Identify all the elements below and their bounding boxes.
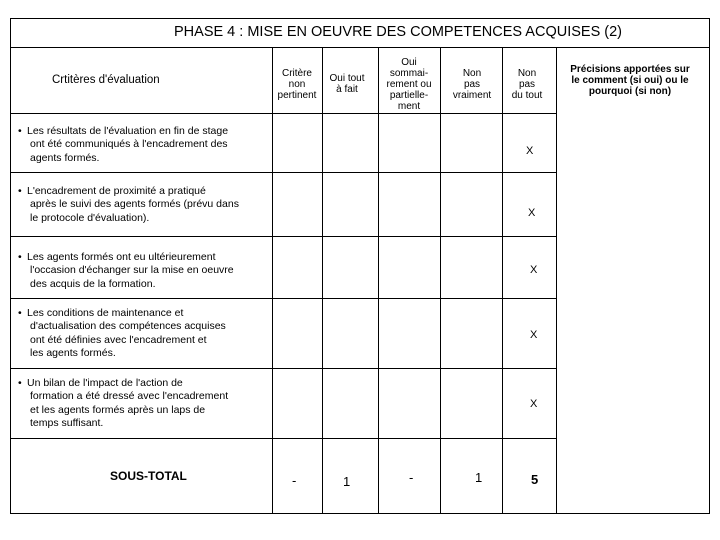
bullet-icon: • [18, 125, 22, 137]
column-divider [272, 47, 273, 513]
bullet-icon: • [18, 307, 22, 319]
row-divider [10, 298, 556, 299]
bullet-icon: • [18, 377, 22, 389]
column-divider [440, 47, 441, 513]
subtotal-non-pas-vraiment: 1 [475, 470, 483, 485]
subtotal-label: SOUS-TOTAL [110, 469, 187, 483]
row-divider [10, 368, 556, 369]
page-title: PHASE 4 : MISE EN OEUVRE DES COMPETENCES ACQUISES (2) [174, 24, 622, 40]
criteria-text: Un bilan de l'impact de l'action de formation a été dressé avec l'encadrement et les agents formés après un laps de temps suffisant. [27, 377, 229, 430]
criteria-text: Les conditions de maintenance et d'actualisation des compétences acquises ont été définies avec l'encadrement et les agents formés. [27, 307, 226, 360]
row-divider [10, 236, 556, 237]
header-non-pas-vraiment: Non pas vraiment [452, 68, 492, 101]
column-divider [502, 47, 503, 513]
bullet-icon: • [18, 185, 22, 197]
column-divider [378, 47, 379, 513]
criteria-text: Les agents formés ont eu ultérieurement l'occasion d'échanger sur la mise en oeuvre des acquis de la formation. [27, 251, 234, 290]
row-divider [10, 113, 556, 114]
subtotal-non-pas-du-tout: 5 [531, 472, 539, 487]
row-2-mark: X [528, 207, 536, 219]
row-3-mark: X [530, 264, 538, 276]
criteria-text: Les résultats de l'évaluation en fin de stage ont été communiqués à l'encadrement des agents formés. [27, 125, 229, 164]
subtotal-oui-sommairement: - [409, 470, 414, 485]
row-divider [10, 172, 556, 173]
criteria-row-1 [18, 125, 250, 165]
header-non-pas-du-tout: Non pas du tout [511, 68, 543, 101]
criteria-row-5 [18, 377, 250, 431]
criteria-row-2 [18, 185, 250, 225]
column-divider [322, 47, 323, 513]
criteria-text: L'encadrement de proximité a pratiqué après le suivi des agents formés (prévu dans le protocole d'évaluation). [27, 185, 239, 224]
row-4-mark: X [530, 329, 538, 341]
title-divider [10, 47, 710, 48]
subtotal-oui-tout: 1 [343, 474, 351, 489]
header-precisions: Précisions apportées sur le comment (si oui) ou le pourquoi (si non) [570, 64, 690, 97]
header-oui-tout: Oui tout à fait [329, 73, 365, 95]
header-non-pertinent: Critère non pertinent [277, 68, 317, 101]
subtotal-non-pertinent: - [292, 473, 297, 488]
header-oui-sommairement: Oui sommai- rement ou partielle- ment [386, 57, 432, 112]
criteria-row-3 [18, 251, 250, 291]
column-divider [556, 47, 557, 513]
criteria-row-4 [18, 307, 250, 361]
bullet-icon: • [18, 251, 22, 263]
row-divider [10, 438, 556, 439]
header-criteria: Crtitères d'évaluation [52, 74, 160, 86]
row-1-mark: X [526, 145, 534, 157]
row-5-mark: X [530, 398, 538, 410]
